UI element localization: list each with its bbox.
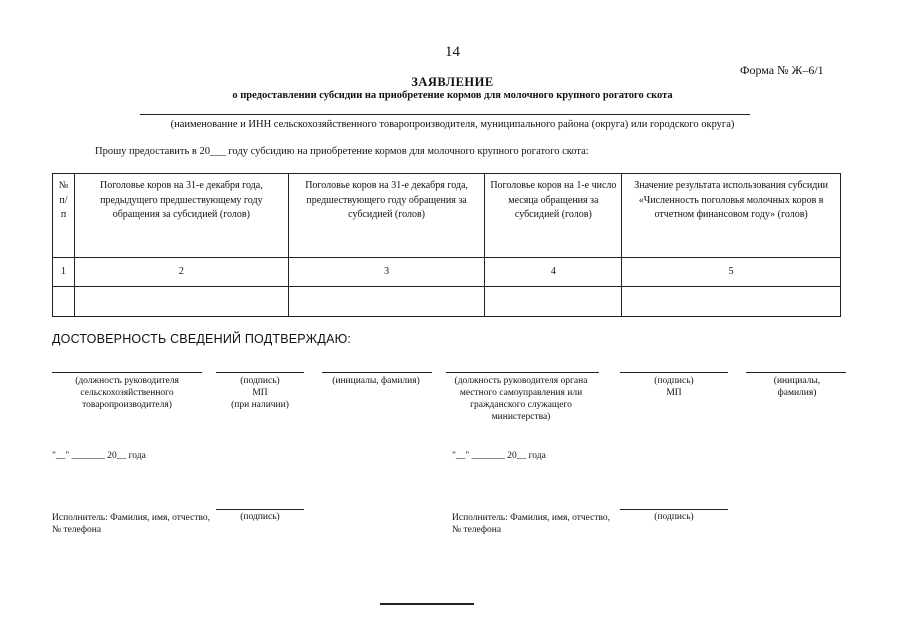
empty-cell[interactable] [288, 287, 485, 317]
left-executor-sign-caption: (подпись) [240, 512, 280, 522]
left-signature-caption: (подпись) МП (при наличии) [231, 376, 289, 410]
empty-cell[interactable] [74, 287, 288, 317]
left-executor: Исполнитель: Фамилия, имя, отчество, № телефона [52, 513, 211, 536]
right-initials-caption: (инициалы, фамилия) [773, 376, 821, 398]
applicant-line [140, 114, 750, 115]
column-number: 1 [53, 258, 75, 287]
empty-cell[interactable] [485, 287, 622, 317]
header-cell: Поголовье коров на 1-е число месяца обращения за субсидией (голов) [485, 174, 622, 258]
header-cell: Значение результата использования субсидии «Численность поголовья молочных коров в отчетном финансовом году» (голов) [622, 174, 841, 258]
right-executor: Исполнитель: Фамилия, имя, отчество, № телефона [452, 513, 611, 536]
right-signature-line [620, 372, 728, 373]
left-position-caption: (должность руководителя сельскохозяйственного товаропроизводителя) [75, 376, 179, 410]
column-number: 5 [622, 258, 841, 287]
header-cell: Поголовье коров на 31-е декабря года, предшествующего году обращения за субсидией (голов) [288, 174, 485, 258]
form-label: Форма № Ж–6/1 [740, 63, 824, 77]
empty-cell[interactable] [53, 287, 75, 317]
empty-cell[interactable] [622, 287, 841, 317]
header-cell: № п/п [53, 174, 75, 258]
left-initials-line [322, 372, 432, 373]
header-cell: Поголовье коров на 31-е декабря года, предыдущего предшествующему году обращения за субсидией (голов) [74, 174, 288, 258]
document-title: ЗАЯВЛЕНИЕ [411, 75, 494, 89]
right-signature-caption: (подпись) МП [654, 376, 694, 398]
right-position-line [446, 372, 599, 373]
left-position-line [52, 372, 202, 373]
column-number: 2 [74, 258, 288, 287]
footer-line [380, 603, 474, 605]
left-initials-caption: (инициалы, фамилия) [332, 376, 420, 386]
right-initials-line [746, 372, 846, 373]
right-position-caption: (должность руководителя органа местного самоуправления или гражданского служащего министерства) [454, 376, 588, 422]
right-executor-sign-caption: (подпись) [654, 512, 694, 522]
column-number: 4 [485, 258, 622, 287]
applicant-hint: (наименование и ИНН сельскохозяйственного товаропроизводителя, муниципального района (округа) или городского округа) [170, 119, 735, 130]
document-subtitle: о предоставлении субсидии на приобретение кормов для молочного крупного рогатого скота [232, 90, 673, 101]
column-number: 3 [288, 258, 485, 287]
subsidy-table [52, 173, 841, 317]
left-executor-sign-line [216, 509, 304, 510]
left-signature-line [216, 372, 304, 373]
right-date: "__" _______ 20__ года [452, 451, 546, 461]
confirm-heading: ДОСТОВЕРНОСТЬ СВЕДЕНИЙ ПОДТВЕРЖДАЮ: [52, 332, 352, 346]
right-executor-sign-line [620, 509, 728, 510]
left-date: "__" _______ 20__ года [52, 451, 146, 461]
page-number: 14 [445, 44, 460, 60]
request-text: Прошу предоставить в 20___ году субсидию на приобретение кормов для молочного крупного рогатого скота: [95, 146, 589, 157]
